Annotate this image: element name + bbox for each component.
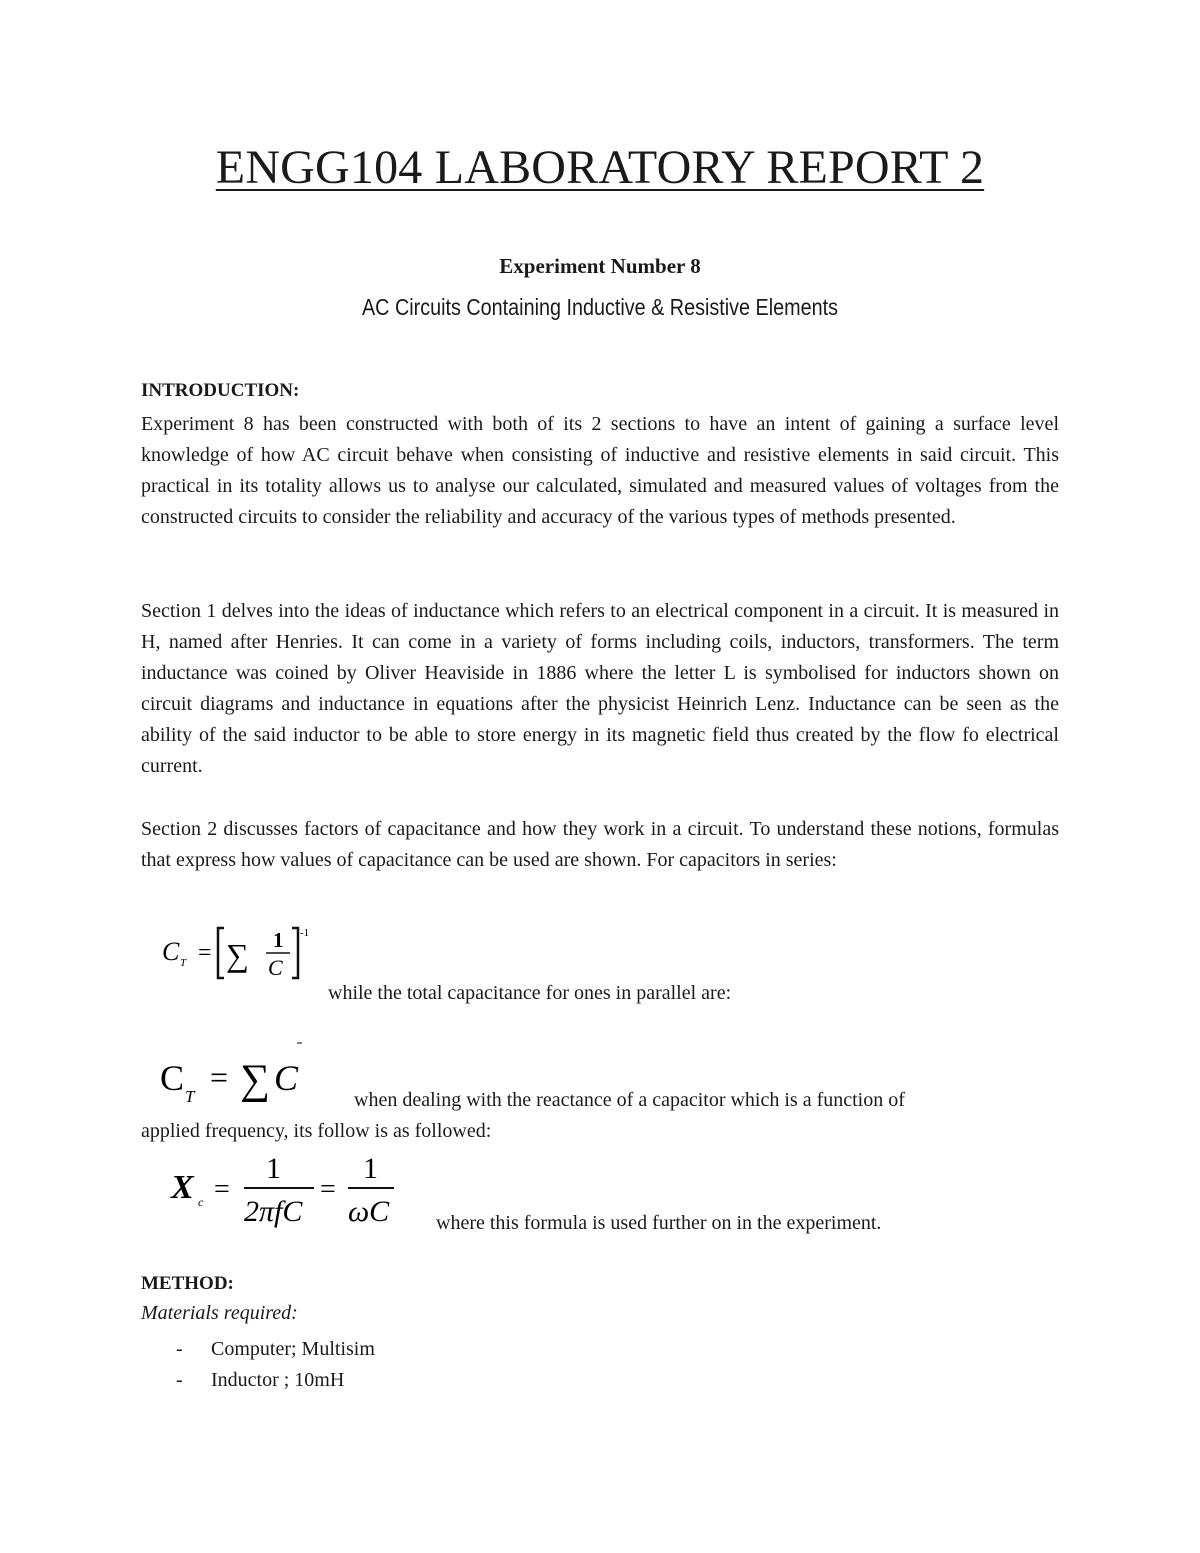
text-after-reactance-formula: where this formula is used further on in the experiment. [436, 1212, 882, 1234]
capacitive-reactance-formula [168, 1148, 408, 1239]
series-numerator: 1 [273, 928, 284, 952]
reactance-equals-1: = [214, 1174, 230, 1205]
list-bullet-dash: - [176, 1338, 183, 1360]
text-after-parallel-line-2: applied frequency, its follow is as followed: [141, 1120, 492, 1142]
list-bullet-dash: - [176, 1369, 183, 1391]
reactance-lhs-sub: c [198, 1195, 204, 1209]
left-bracket [218, 928, 224, 978]
series-sum-symbol: ∑ [226, 937, 249, 973]
parallel-capacitance-formula [158, 1040, 358, 1115]
parallel-lhs: C [160, 1058, 185, 1098]
introduction-heading: INTRODUCTION: [141, 380, 300, 401]
reactance-numerator-1: 1 [266, 1152, 281, 1185]
materials-list [176, 1334, 375, 1396]
experiment-number: Experiment Number 8 [499, 254, 701, 278]
list-item [176, 1334, 375, 1365]
list-item [176, 1365, 375, 1396]
parallel-term: C [274, 1058, 299, 1098]
introduction-paragraph-1: Experiment 8 has been constructed with both of its 2 sections to have an intent of gaining a surface level knowledge of how AC circuit behave when consisting of inductive and resistive elements in said circuit. This practical in its totality allows us to analyse our calculated, simulated and measured values of voltages from the constructed circuits to consider the reliability and accuracy of the various types of methods presented. [141, 413, 1059, 528]
series-equals: = [198, 940, 212, 966]
series-exponent: -1 [300, 927, 310, 939]
method-heading: METHOD: [141, 1273, 234, 1294]
reactance-equals-2: = [320, 1174, 336, 1205]
text-after-parallel-line-1: when dealing with the reactance of a capacitor which is a function of [354, 1089, 905, 1111]
introduction-paragraph-2: Section 1 delves into the ideas of inductance which refers to an electrical component in a circuit. It is measured in H, named after Henries. It can come in a variety of forms including coils, inductors, transformers. The term inductance was coined by Oliver Heaviside in 1886 where the letter L is symbolised for inductors shown on circuit diagrams and inductance in equations after the physicist Heinrich Lenz. Inductance can be seen as the ability of the said inductor to be able to store energy in its magnetic field thus created by the flow fo electrical current. [141, 600, 1059, 777]
series-capacitance-formula [160, 920, 330, 995]
right-bracket [292, 928, 298, 978]
report-title: ENGG104 LABORATORY REPORT 2 [215, 141, 985, 194]
parallel-equals: = [210, 1059, 229, 1095]
materials-required-label: Materials required: [141, 1302, 298, 1324]
reactance-denominator-2: ωC [348, 1195, 390, 1228]
series-lhs: C [162, 937, 180, 966]
parallel-lhs-sub: T [185, 1087, 195, 1106]
reactance-lhs: X [171, 1169, 194, 1206]
introduction-paragraph-3: Section 2 discusses factors of capacitance and how they work in a circuit. To understand these notions, formulas that express how values of capacitance can be used are shown. For capacitors in series: [141, 818, 1059, 871]
material-item-text: Inductor ; 10mH [211, 1369, 345, 1391]
series-lhs-sub: T [180, 957, 187, 969]
text-after-series-formula: while the total capacitance for ones in parallel are: [328, 982, 732, 1004]
series-denominator: C [268, 955, 283, 980]
parallel-sum-symbol: ∑ [240, 1057, 270, 1103]
material-item-text: Computer; Multisim [211, 1338, 375, 1360]
reactance-numerator-2: 1 [363, 1152, 378, 1185]
reactance-denominator-1: 2πfC [244, 1195, 303, 1228]
experiment-title: AC Circuits Containing Inductive & Resistive Elements [361, 294, 839, 320]
